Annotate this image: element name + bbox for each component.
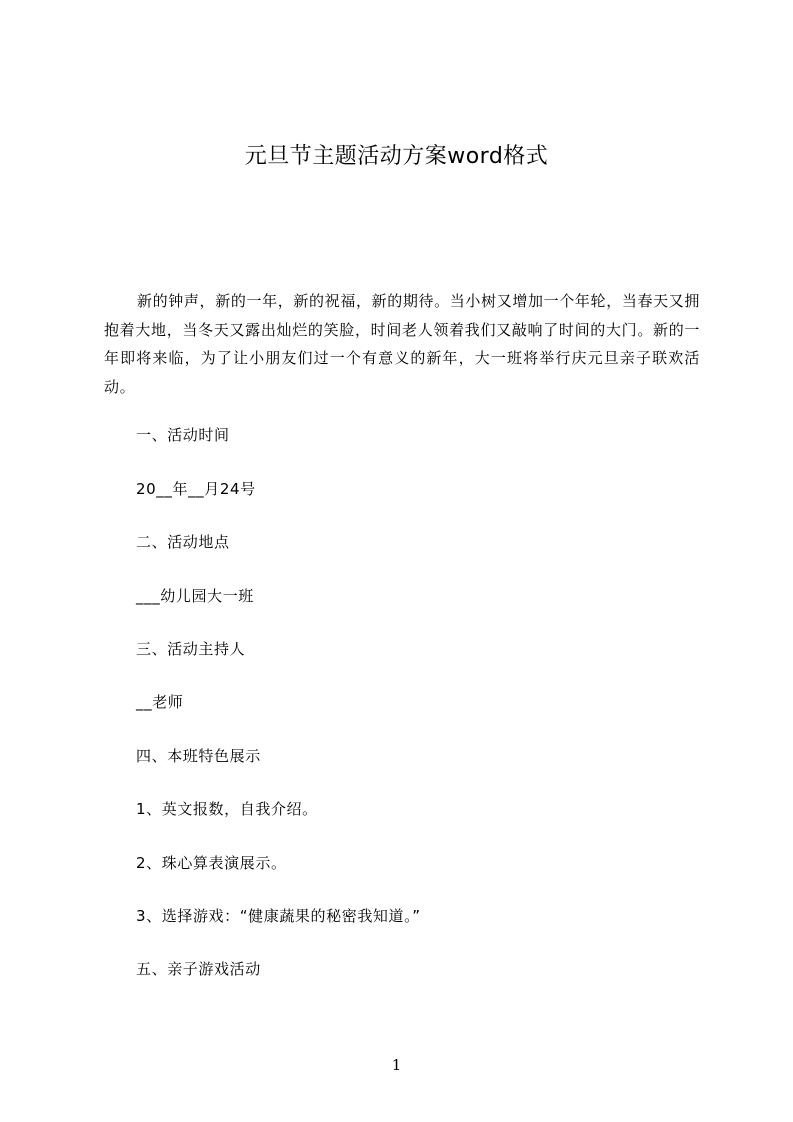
document-title: 元旦节主题活动方案word格式 bbox=[244, 144, 549, 169]
section-heading-location: 二、活动地点 bbox=[136, 533, 230, 551]
section-heading-time: 一、活动时间 bbox=[136, 426, 230, 444]
intro-paragraph: 新的钟声，新的一年，新的祝福，新的期待。当小树又增加一个年轮，当春天又拥抱着大地，当冬天又露出灿烂的笑脸，时间老人领着我们又敲响了时间的大门。新的一年即将来临，为了让小朋友们过一个有意义的新年，大一班将举行庆元旦亲子联欢活动。 bbox=[104, 292, 700, 396]
showcase-item-2: 2、珠心算表演展示。 bbox=[136, 854, 287, 872]
section-heading-host: 三、活动主持人 bbox=[136, 640, 246, 658]
event-date: 20__年__月24号 bbox=[136, 480, 256, 498]
showcase-item-1: 1、英文报数，自我介绍。 bbox=[136, 800, 318, 818]
event-host: __老师 bbox=[136, 693, 184, 711]
showcase-item-3: 3、选择游戏：“健康蔬果的秘密我知道。” bbox=[136, 907, 421, 925]
section-heading-showcase: 四、本班特色展示 bbox=[136, 747, 261, 765]
event-location: ___幼儿园大一班 bbox=[136, 587, 254, 605]
page-number: 1 bbox=[391, 1056, 402, 1074]
section-heading-games: 五、亲子游戏活动 bbox=[136, 960, 261, 978]
